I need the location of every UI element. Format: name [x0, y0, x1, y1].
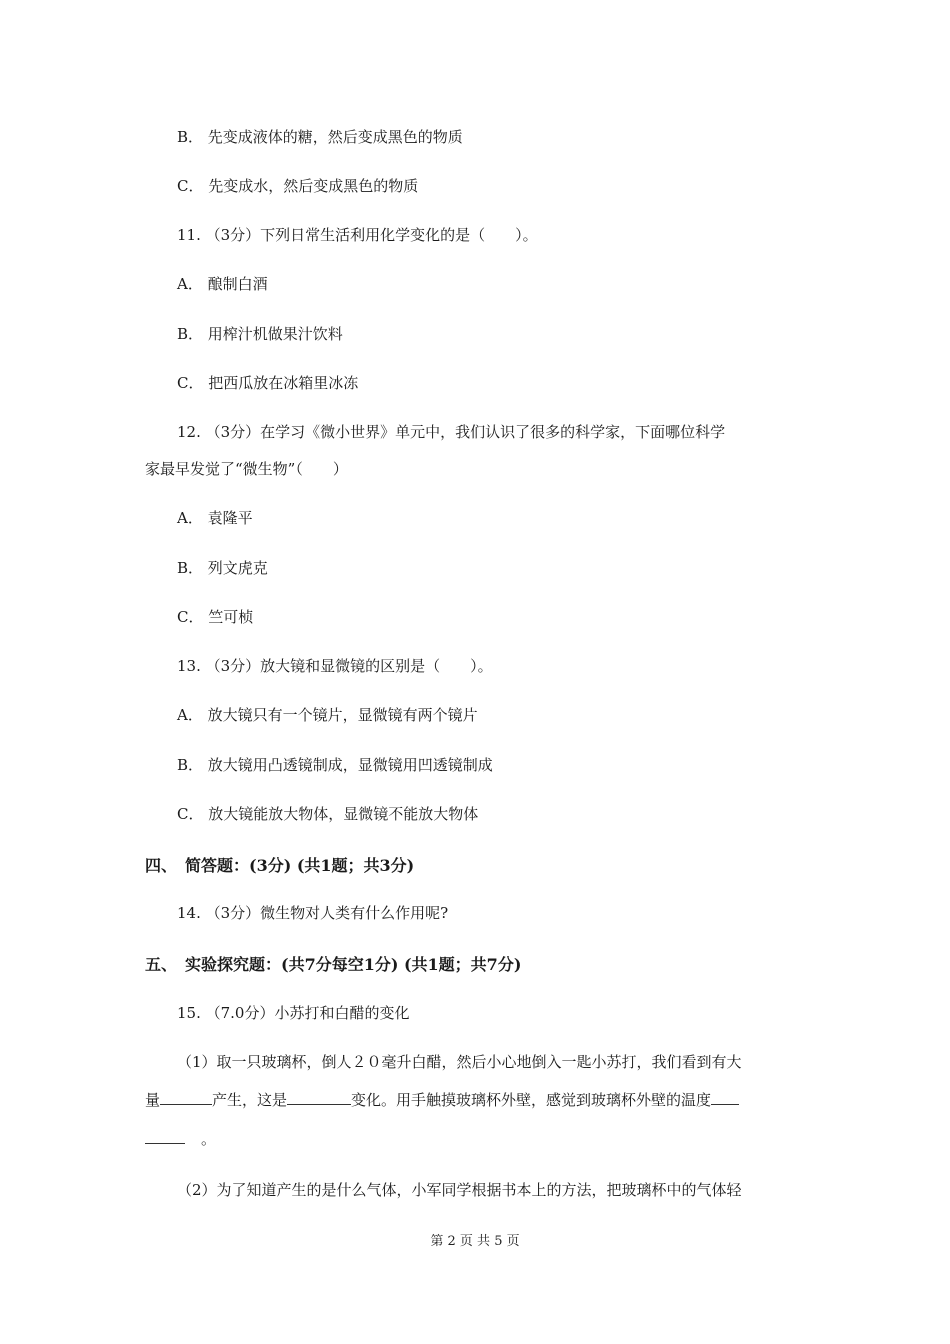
q12-option-b: B． 列文虎克	[177, 559, 268, 577]
q11-stem: 11. （3分）下列日常生活利用化学变化的是（ ）。	[177, 226, 538, 244]
section-5-heading: 五、 实验探究题：(共7分每空1分) (共1题；共7分)	[145, 955, 522, 974]
q15-part1-text-a: 量	[145, 1091, 161, 1109]
q15-part1-line3	[145, 1129, 216, 1149]
q12-option-a: A． 袁隆平	[177, 509, 253, 527]
q11-option-a: A． 酿制白酒	[177, 275, 268, 293]
answer-blank-3a[interactable]	[711, 1090, 739, 1105]
q12-option-c: C． 竺可桢	[177, 608, 254, 626]
q13-option-b: B． 放大镜用凸透镜制成，显微镜用凹透镜制成	[177, 756, 493, 774]
q14-stem: 14. （3分）微生物对人类有什么作用呢?	[177, 904, 449, 922]
q13-option-a: A． 放大镜只有一个镜片，显微镜有两个镜片	[177, 706, 478, 724]
section-4-heading: 四、 简答题：(3分) (共1题；共3分)	[145, 856, 415, 875]
q12-stem-line1: 12. （3分）在学习《微小世界》单元中，我们认识了很多的科学家，下面哪位科学	[177, 423, 726, 441]
q11-option-b: B． 用榨汁机做果汁饮料	[177, 325, 343, 343]
q13-stem: 13. （3分）放大镜和显微镜的区别是（ ）。	[177, 657, 493, 675]
q15-part1-text-c: 变化。用手触摸玻璃杯外壁，感觉到玻璃杯外壁的温度	[351, 1091, 712, 1109]
q15-stem: 15. （7.0分）小苏打和白醋的变化	[177, 1004, 410, 1022]
q15-part1-line1: （1）取一只玻璃杯，倒人２０毫升白醋，然后小心地倒入一匙小苏打，我们看到有大	[177, 1053, 742, 1071]
q13-option-c: C． 放大镜能放大物体，显微镜不能放大物体	[177, 805, 479, 823]
q15-part1-end: 。	[201, 1130, 217, 1148]
q11-option-c: C． 把西瓜放在冰箱里冰冻	[177, 374, 359, 392]
page-footer: 第 2 页 共 5 页	[430, 1234, 520, 1249]
q10-option-b: B． 先变成液体的糖，然后变成黑色的物质	[177, 128, 463, 146]
answer-blank-3b[interactable]	[145, 1129, 185, 1144]
q15-part1-text-b: 产生，这是	[212, 1091, 288, 1109]
answer-blank-2[interactable]	[287, 1090, 351, 1105]
answer-blank-1[interactable]	[160, 1090, 212, 1105]
q10-option-c: C． 先变成水，然后变成黑色的物质	[177, 177, 419, 195]
q12-stem-line2: 家最早发觉了“微生物”（ ）	[145, 460, 348, 478]
q15-part2-line1: （2）为了知道产生的是什么气体，小军同学根据书本上的方法，把玻璃杯中的气体轻	[177, 1181, 742, 1199]
q15-part1-line2	[145, 1090, 739, 1110]
